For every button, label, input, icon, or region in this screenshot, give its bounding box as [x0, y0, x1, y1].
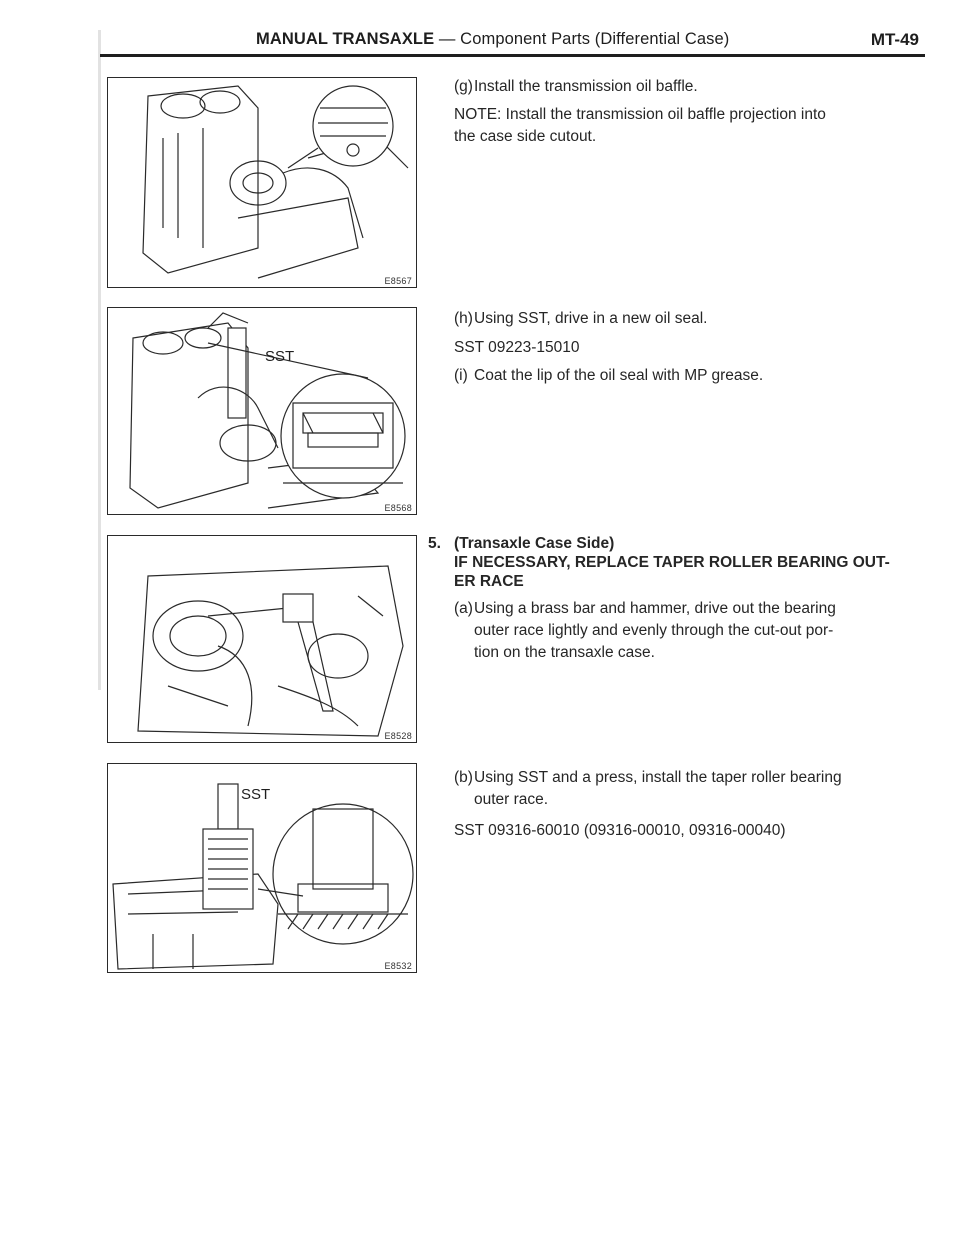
header-title-rest: — Component Parts (Differential Case)	[434, 30, 730, 48]
header-title	[256, 30, 729, 49]
figure-drive-oil-seal	[107, 307, 417, 515]
step-marker: (g)	[454, 78, 473, 95]
figure-code: E8528	[384, 731, 412, 741]
page-number: MT-49	[870, 30, 919, 49]
step-marker: (h)	[454, 310, 473, 327]
sst-label: SST	[265, 348, 295, 365]
header-rule	[100, 54, 925, 57]
step-a-line-1: Using a brass bar and hammer, drive out the bearing	[474, 600, 836, 617]
step-marker: (i)	[454, 367, 468, 384]
step-a-line-3: tion on the transaxle case.	[474, 644, 655, 661]
step-b-line-1: Using SST and a press, install the taper roller bearing	[474, 769, 842, 786]
step-5-line-2: IF NECESSARY, REPLACE TAPER ROLLER BEARING OUT-	[454, 554, 890, 571]
oil-baffle-illustration	[108, 78, 416, 287]
note-line-2: the case side cutout.	[454, 128, 597, 145]
margin-rule	[98, 30, 101, 690]
step-marker: (a)	[454, 600, 473, 617]
figure-brass-bar-hammer	[107, 535, 417, 743]
figure-sst-press	[107, 763, 417, 973]
sst-label: SST	[241, 786, 271, 803]
drive-oil-seal-illustration	[108, 308, 416, 514]
brass-bar-hammer-illustration	[108, 536, 416, 742]
figure-code: E8532	[384, 961, 412, 971]
header-title-bold: MANUAL TRANSAXLE	[256, 30, 435, 48]
step-5-line-3: ER RACE	[454, 573, 524, 590]
page-header	[100, 30, 925, 58]
step-5-line-1: (Transaxle Case Side)	[454, 535, 615, 552]
sst-number-b: SST 09316-60010 (09316-00010, 09316-00040)	[454, 822, 786, 839]
step-a-line-2: outer race lightly and evenly through the cut-out por-	[474, 622, 834, 639]
step-text: Install the transmission oil baffle.	[474, 78, 698, 95]
step-5-number: 5.	[428, 535, 441, 552]
figure-oil-baffle	[107, 77, 417, 288]
figure-code: E8568	[384, 503, 412, 513]
step-b-line-2: outer race.	[474, 791, 549, 808]
step-text: Using SST, drive in a new oil seal.	[474, 310, 708, 327]
step-a	[454, 599, 914, 669]
step-b	[454, 768, 914, 812]
figure-code: E8567	[384, 276, 412, 286]
step-marker: (b)	[454, 769, 473, 786]
note-line-1: NOTE: Install the transmission oil baffle projection into	[454, 106, 826, 123]
step-text: Coat the lip of the oil seal with MP grease.	[474, 367, 764, 384]
sst-number-h: SST 09223-15010	[454, 339, 580, 356]
